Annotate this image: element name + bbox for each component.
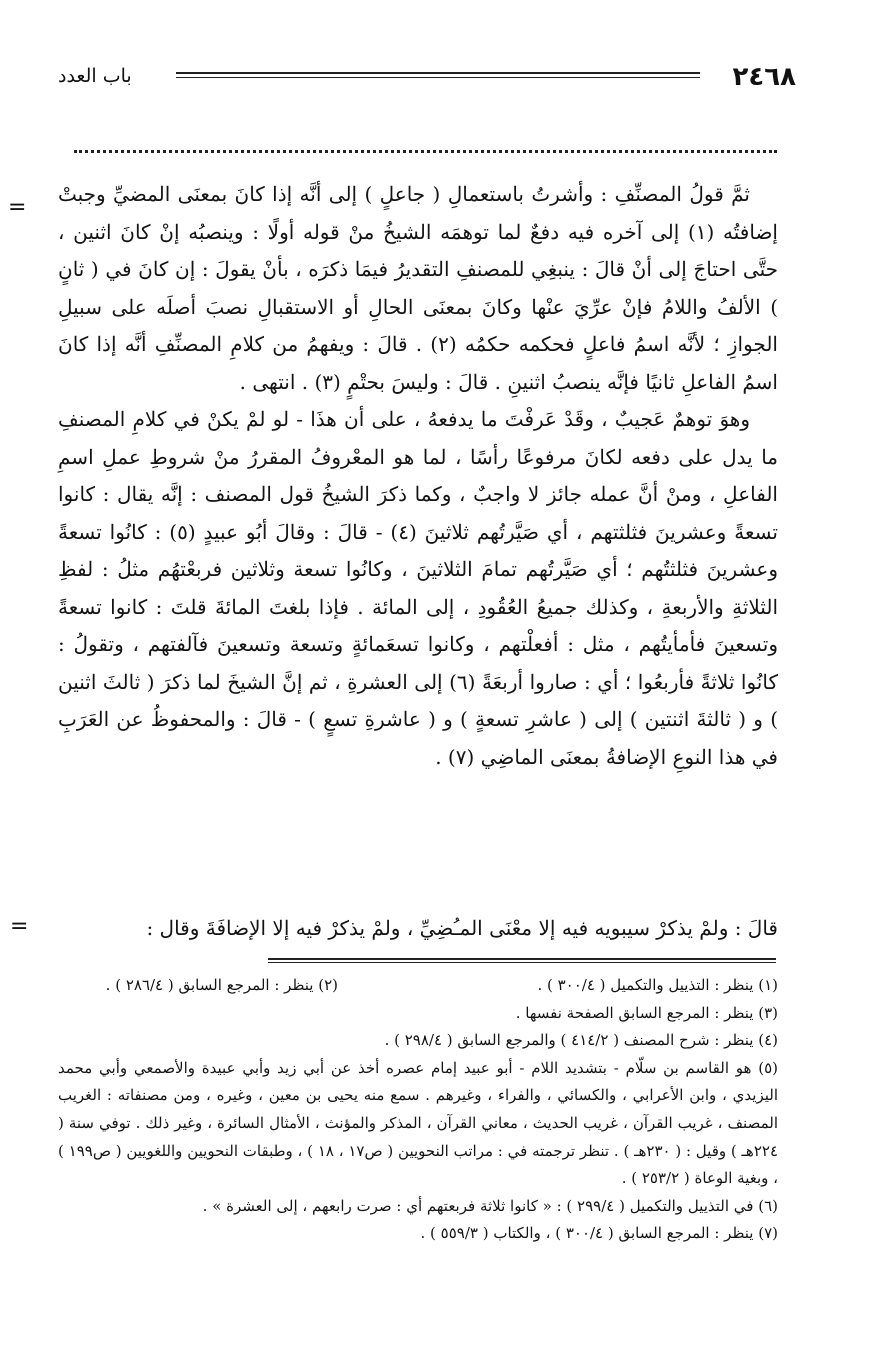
page-number: ٢٤٦٨ (732, 62, 796, 92)
footnote-1: (١) ينظر : التذييل والتكميل ( ٣٠٠/٤ ) . (537, 976, 778, 994)
main-last-line: قالَ : ولمْ يذكرْ سيبويه فيه إلا معْنَى المـُضِيِّ ، ولمْ يذكرْ فيه إلا الإضافَةَ وقال : (146, 916, 778, 940)
main-text (58, 176, 778, 776)
footnote-6: (٦) في التذييل والتكميل ( ٢٩٩/٤ ) : « كانوا ثلاثة فربعتهم أي : صرت رابعهم ، إلى العشرة » . (202, 1196, 778, 1215)
chapter-title: باب العدد (58, 65, 132, 87)
footnote-5: (٥) هو القاسم بن سلّام - بتشديد اللام - أبو عبيد إمام عصره أخذ عن أبي زيد وأبي عبيدة والأصمعي وأبي محمد اليزيدي ، وابن الأعرابي ، والكسائي ، والفراء ، وغيرهم . سمع منه يحيى بن معين ، وغيره ، ومن مصنفاته : الغريب المصنف ، غريب القرآن ، غريب الحديث ، معاني القرآن ، المذكر والمؤنث ، الأمثال السائرة ، وغير ذلك . توفي سنة ( ٢٢٤هـ ) وقيل : ( ٢٣٠هـ ) . تنظر ترجمته في : مراتب النحويين ( ص١٧ ، ١٨ ) ، وطبقات النحويين واللغويين ( ص١٩٩ ) ، وبغية الوعاة ( ٢٥٣/٢ ) . (58, 1058, 779, 1188)
continuation-mark-start: = (8, 195, 27, 220)
header-rule (176, 72, 700, 78)
continuation-mark-end: = (10, 914, 29, 939)
footnote-3: (٣) ينظر : المرجع السابق الصفحة نفسها . (515, 1003, 778, 1022)
footnote-row-1-2 (58, 972, 778, 1000)
footnote-7: (٧) ينظر : المرجع السابق ( ٣٠٠/٤ ) ، والكتاب ( ٥٥٩/٣ ) . (420, 1224, 778, 1243)
running-header (58, 62, 796, 102)
footnote-2: (٢) ينظر : المرجع السابق ( ٢٨٦/٤ ) . (105, 976, 338, 994)
footnote-4: (٤) ينظر : شرح المصنف ( ٤١٤/٢ ) والمرجع السابق ( ٢٩٨/٤ ) . (384, 1031, 778, 1050)
footnotes (58, 972, 778, 1248)
paragraph-1: ثمَّ قولُ المصنِّفِ : وأشرتُ باستعمالِ ( جاعلٍ ) إلى أنَّه إذا كانَ بمعنَى المضيِّ وجبتْ إضافتُه (١) إلى آخره فيه دفعٌ لما توهمَه الشيخُ منْ قوله أولًا : وينصبُه إنْ كانَ اثنين ، حتَّى احتاجَ إلى أنْ قالَ : ينبغِي للمصنفِ التقديرُ فيمَا ذكرَه ، بأنْ يقولَ : إن كانَ في ( ثانٍ ) الألفُ واللامُ فإنْ عرِّيَ عنْها وكانَ بمعنَى الحالِ أو الاستقبالِ نصبَ أصلَه على سبيلِ الجوازِ ؛ لأنَّه اسمُ فاعلٍ فحكمه حكمُه (٢) . قالَ : ويفهمُ من كلامِ المصنِّفِ أنَّه إذا كانَ اسمُ الفاعلِ ثانيًا فإنَّه ينصبُ اثنينِ . قالَ : وليسَ بحتْمٍ (٣) . انتهى . (58, 182, 778, 394)
paragraph-2: وهوَ توهمٌ عَجيبٌ ، وقَدْ عَرفْتَ ما يدفعهُ ، على أن هذَا - لو لمْ يكنْ في كلامِ المصنفِ ما يدل على دفعه لكانَ مرفوعًا رأسًا ، لما هو المعْروفُ المقررُ منْ شروطِ عملِ اسمِ الفاعلِ ، ومنْ أنَّ عمله جائز لا واجبٌ ، وكما ذكرَ الشيخُ قول المصنف : إنَّه يقال : كانوا تسعةً وعشرينَ فثلثتهم ، أي صَيَّرتُهم ثلاثينَ (٤) - قالَ : وقالَ أبُو عبيدٍ (٥) : كانُوا تسعةً وعشرينَ فثلثتُهم ؛ أي صَيَّرتُهم تمامَ الثلاثينَ ، وكانُوا تسعة وثلاثين فربعْتهُم مثلُ : لفظِ الثلاثةِ والأربعةِ ، وكذلك جميعُ العُقُودِ ، إلى المائة . فإذا بلغتَ المائةَ قلتَ : كانوا تسعةً وتسعينَ فأمأيتُهم ، مثل : أفعلْتهم ، وكانوا تسعَمائةٍ وتسعة وتسعينَ فآلفتهم ، وتقولُ : كانُوا ثلاثةً فأربعُوا ؛ أي : صاروا أربعَةً (٦) إلى العشرةِ ، ثم إنَّ الشيخَ لما ذكرَ ( ثالثَ اثنين ) و ( ثالثةَ اثنتين ) إلى ( عاشرِ تسعةٍ ) و ( عاشرةِ تسعٍ ) - قالَ : والمحفوظُ عن العَرَبِ في هذا النوعِ الإضافةُ بمعنَى الماضِي (٧) . (58, 407, 778, 769)
footnote-separator (268, 958, 776, 963)
dotted-separator (74, 150, 777, 153)
